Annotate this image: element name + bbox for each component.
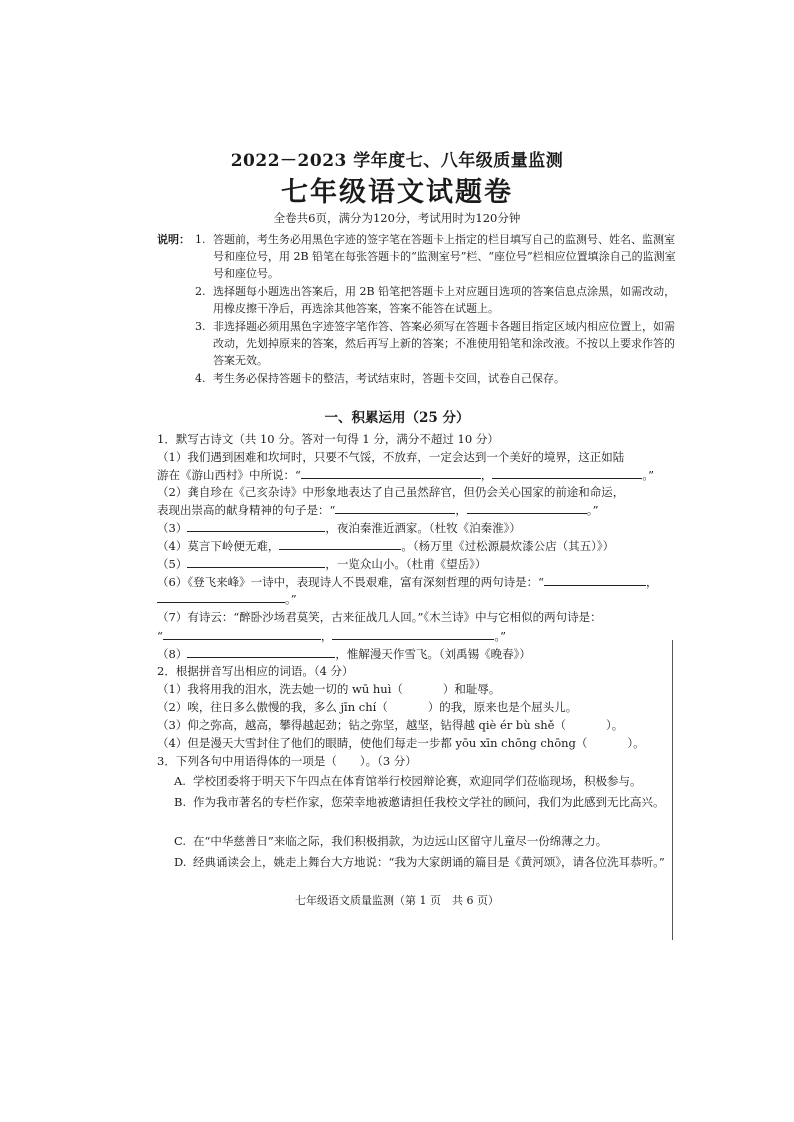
question-text: ，惟解漫天作雪飞。（刘禹锡《晚春》）: [335, 647, 531, 661]
question-text: ）。: [627, 736, 645, 750]
answer-blank[interactable]: [187, 555, 325, 568]
instruction-item: [157, 283, 677, 317]
question-line: 。”: [157, 590, 677, 608]
question-line: [157, 717, 677, 734]
question-text: 。（杨万里《过松源晨炊漆公店（其五）》）: [401, 539, 615, 553]
section-heading: 一、积累运用（25 分）: [324, 410, 470, 426]
instruction-text: 选择题每小题选出答案后，用 2B 铅笔把答题卡上对应题目选项的答案信息点涂黑，如需改动，用橡皮擦干净后，再选涂其他答案，答案不能答在试题上。: [213, 285, 676, 315]
answer-blank[interactable]: [163, 627, 321, 640]
answer-option[interactable]: [174, 793, 674, 811]
instruction-item: [157, 231, 677, 282]
question-line: （7）有诗云：“醉卧沙场君莫笑，古来征战几人回。”《木兰诗》中与它相似的两句诗是：: [157, 610, 602, 624]
exam-info-line: 全卷共6页，满分为120分，考试用时为120分钟: [273, 211, 521, 225]
question-text: （3）: [157, 521, 188, 535]
instruction-item: [157, 370, 677, 387]
exam-paper-title: 七年级语文试题卷: [281, 177, 513, 208]
option-label: A.: [174, 774, 186, 788]
question-text: ，一览众山小。（杜甫《望岳》）: [325, 557, 487, 571]
question-text: （3）仰之弥高，越高，攀得越起劲；钻之弥坚，越坚，钻得越 qiè ér bù shě（: [157, 718, 566, 732]
answer-blank[interactable]: [279, 537, 401, 550]
answer-blank[interactable]: [187, 519, 325, 532]
question-line: （1）我们遇到困难和坎坷时，只要不气馁，不放弃，一定会达到一个美好的境界，这正如陆: [157, 450, 625, 464]
question-text: ）的我，原来也是个屈头儿。: [427, 700, 578, 714]
question-line: [157, 555, 677, 573]
question-text: （4）莫言下岭便无难，: [157, 539, 280, 553]
question-text: ）。: [605, 718, 624, 732]
question-text: ，夜泊秦淮近酒家。（杜牧《泊秦淮》）: [325, 521, 521, 535]
option-text: 经典诵读会上，姚走上舞台大方地说：“我为大家朗诵的篇目是《黄河颂》，请各位洗耳恭听。”: [193, 855, 665, 869]
instruction-number: 2.: [195, 285, 206, 298]
question-stem: 1．默写古诗文（共 10 分。答对一句得 1 分，满分不超过 10 分）: [157, 432, 499, 446]
question-line: “ ， 。”: [157, 629, 507, 643]
answer-blank[interactable]: [544, 573, 646, 586]
answer-option[interactable]: [174, 853, 674, 871]
question-line: （6）《登飞来峰》一诗中，表现诗人不畏艰难，富有深刻哲理的两句诗是：“ ，: [157, 575, 658, 589]
question-line: 游在《游山西村》中所说：“ ， 。”: [157, 468, 655, 482]
question-text: （6）《登飞来峰》一诗中，表现诗人不畏艰难，富有深刻哲理的两句诗是：“: [157, 575, 544, 589]
question-text: 表现出崇高的献身精神的句子是：“: [157, 503, 336, 517]
question-stem: 2．根据拼音写出相应的词语。（4 分）: [157, 664, 354, 678]
question-line: [157, 519, 677, 537]
question-stem: 3．下列各句中用语得体的一项是（ ）。（3 分）: [157, 754, 417, 768]
option-label: C.: [174, 834, 187, 848]
question-text: （2）唉，往日多么傲慢的我，多么 jīn chí（: [157, 700, 388, 714]
answer-blank[interactable]: [492, 466, 642, 479]
question-text: （5）: [157, 557, 188, 571]
option-label: B.: [174, 795, 187, 809]
answer-blank[interactable]: [187, 645, 335, 658]
question-line: [157, 645, 677, 663]
instructions-block: [157, 231, 677, 388]
instructions-label: 说明：: [157, 233, 190, 246]
option-text: 作为我市著名的专栏作家，您荣幸地被邀请担任我校文学社的顾问，我们为此感到无比高兴。: [193, 795, 665, 809]
question-line: [157, 681, 677, 698]
question-line: [157, 699, 677, 716]
option-label: D.: [174, 855, 187, 869]
question-line: [157, 537, 677, 555]
option-text: 在“中华慈善日”来临之际，我们积极捐款，为边远山区留守儿童尽一份绵薄之力。: [193, 834, 608, 848]
instruction-number: 3.: [195, 320, 206, 333]
instruction-number: 4.: [195, 372, 206, 385]
answer-blank[interactable]: [467, 501, 587, 514]
instruction-item: [157, 318, 677, 369]
page-footer: 七年级语文质量监测（第 1 页 共 6 页）: [295, 894, 499, 907]
answer-blank[interactable]: [335, 501, 455, 514]
question-text: （8）: [157, 647, 188, 661]
question-text: （1）我将用我的泪水，洗去她一切的 wū huì（: [157, 682, 403, 696]
answer-option[interactable]: [174, 772, 674, 790]
answer-option[interactable]: [174, 832, 674, 850]
answer-blank[interactable]: [332, 627, 494, 640]
question-text: ）和耻辱。: [442, 682, 501, 696]
question-text: 游在《游山西村》中所说：“: [157, 468, 301, 482]
instruction-text: 考生务必保持答题卡的整洁，考试结束时，答题卡交回，试卷自己保存。: [213, 372, 565, 385]
instruction-text: 答题前，考生务必用黑色字迹的签字笔在答题卡上指定的栏目填写自己的监测号、姓名、监测室号和座位号，用 2B 铅笔在每张答题卡的“监测室号”栏、“座位号”栏相应位置填涂自己的监测室号和座位号。: [213, 233, 676, 280]
question-text: （4）但是漫天大雪封住了他们的眼睛，使他们每走一步都 yōu xīn chōng chōng（: [157, 736, 588, 750]
instruction-text: 非选择题必须用黑色字迹签字笔作答、答案必须写在答题卡各题目指定区域内相应位置上，如需改动，先划掉原来的答案，然后再写上新的答案；不准使用铅笔和涂改液。不按以上要求作答的答案无效。: [213, 320, 675, 367]
question-line: （2）龚自珍在《己亥杂诗》中形象地表达了自己虽然辞官，但仍会关心国家的前途和命运，: [157, 485, 625, 499]
instruction-number: 1.: [195, 233, 206, 246]
exam-series-title: 2022－2023 学年度七、八年级质量监测: [230, 151, 564, 171]
answer-blank[interactable]: [301, 466, 481, 479]
question-line: [157, 735, 677, 752]
question-line: 表现出崇高的献身精神的句子是：“ ， 。”: [157, 503, 599, 517]
option-text: 学校团委将于明天下午四点在体育馆举行校园辩论赛，欢迎同学们莅临现场，积极参与。: [193, 774, 642, 788]
answer-blank[interactable]: [157, 590, 285, 603]
